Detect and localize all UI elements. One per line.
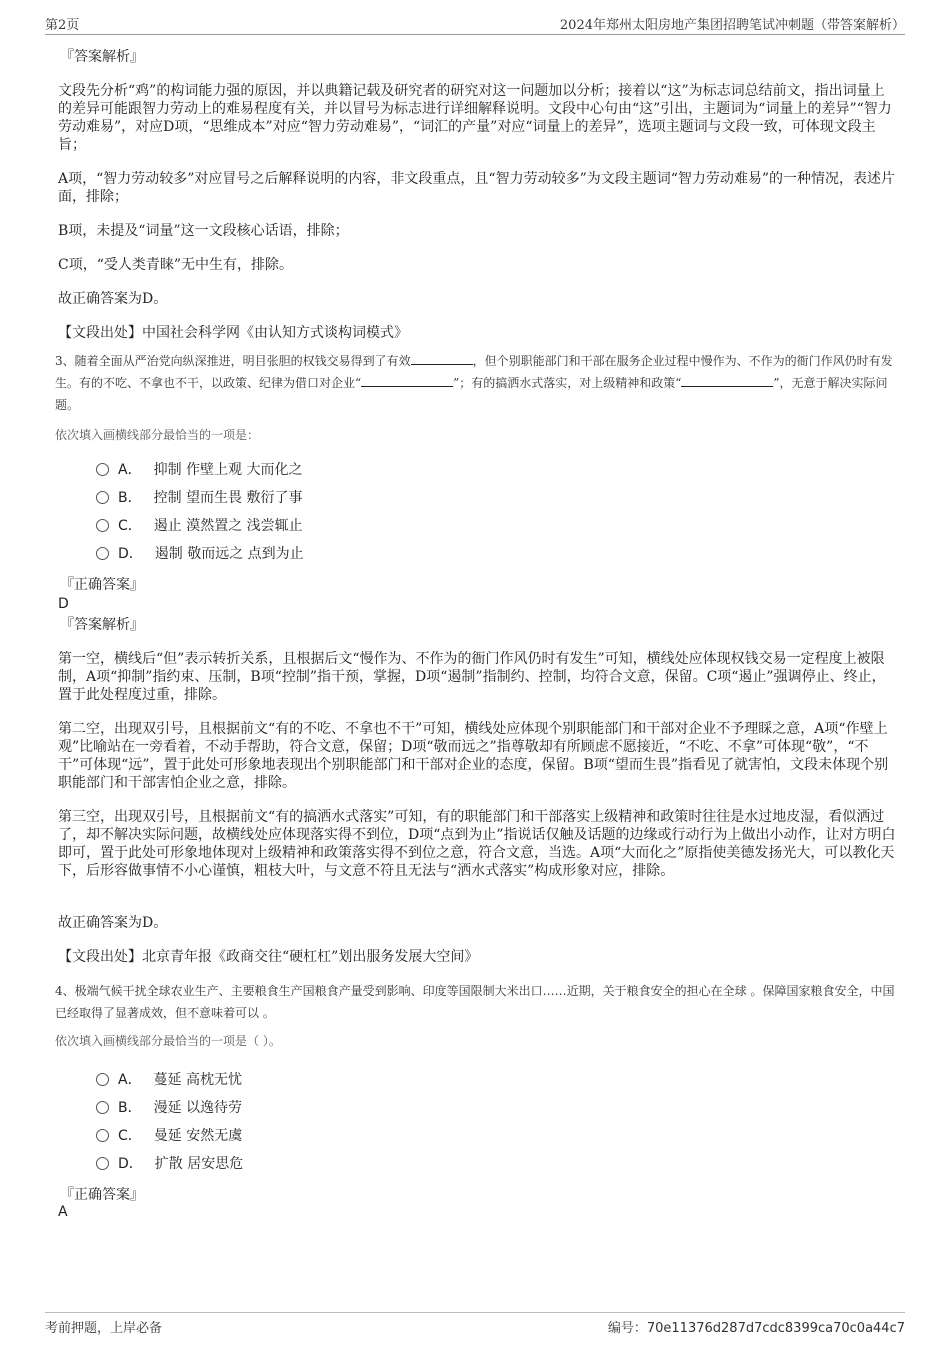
radio-icon[interactable]: [96, 1157, 109, 1170]
q4-correct-heading: 『正确答案』: [60, 1187, 144, 1203]
radio-icon[interactable]: [96, 463, 109, 476]
radio-icon[interactable]: [96, 1073, 109, 1086]
page-header: [45, 14, 905, 35]
q3-option-d[interactable]: D． 遏制 敬而远之 点到为止: [96, 544, 304, 564]
q3-option-c[interactable]: C． 遏止 漠然置之 浅尝辄止: [96, 516, 303, 536]
q2-analysis-heading: 『答案解析』: [60, 49, 144, 65]
q2-analysis-para-1: 文段先分析“鸡”的构词能力强的原因，并以典籍记载及研究者的研究对这一问题加以分析；接着以“这”为标志词总结前文，指出词量上的差异可能跟智力劳动上的难易程度有关，并以冒号为标志进行详细解释说明。文段中心句由“这”引出，主题词为“词量上的差异”“智力劳动难易”，对应D项，“思维成本”对应“智力劳动难易”，“词汇的产量”对应“词量上的差异”，选项主题词与文段一致，可体现文段主旨；: [58, 83, 892, 153]
q3-analysis-heading: 『答案解析』: [60, 617, 144, 633]
q4-instruction: 依次填入画横线部分最恰当的一项是（ ）。: [55, 1034, 281, 1048]
q3-option-a[interactable]: A． 抑制 作壁上观 大而化之: [96, 460, 302, 480]
document-code: 编号：70e11376d287d7cdc8399ca70c0a44c7: [607, 1321, 905, 1336]
blank-2: [361, 374, 453, 387]
document-title: 2024年郑州太阳房地产集团招聘笔试冲刺题（带答案解析）: [559, 18, 905, 33]
radio-icon[interactable]: [96, 519, 109, 532]
q4-option-b[interactable]: B． 漫延 以逸待劳: [96, 1098, 242, 1118]
q2-analysis-para-4: C项，“受人类青睐”无中生有，排除。: [58, 257, 294, 273]
q2-analysis-para-2: A项，“智力劳动较多”对应冒号之后解释说明的内容，非文段重点，且“智力劳动较多”为文段主题词“智力劳动难易”的一种情况，表述片面，排除；: [58, 171, 896, 205]
footer-slogan: 考前押题，上岸必备: [45, 1321, 163, 1336]
q3-correct-heading: 『正确答案』: [60, 577, 144, 593]
q2-source: 【文段出处】中国社会科学网《由认知方式谈构词模式》: [58, 325, 408, 341]
blank-1: [411, 352, 473, 365]
q3-analysis-para-3: 第三空，出现双引号，且根据前文“有的搞洒水式落实”可知，有的职能部门和干部落实上级精神和政策时往往是水过地皮湿，看似洒过了，却不解决实际问题，故横线处应体现落实得不到位，D项“点到为止”指说话仅触及话题的边缘或行动行为上做出小动作，让对方明白即可，置于此处可形象地体现对上级精神和政策落实得不到位之意，符合文意，当选。A项“大而化之”原指使美德发扬光大，可以教化天下，后形容做事情不小心谨慎，粗枝大叶，与文意不符且无法与“洒水式落实”构成形象对应，排除。: [58, 809, 896, 879]
page-footer: [45, 1312, 905, 1335]
q3-analysis-para-1: 第一空，横线后“但”表示转折关系，且根据后文“慢作为、不作为的衙门作风仍时有发生”可知，横线处应体现权钱交易一定程度上被限制，A项“抑制”指约束、压制，B项“控制”指干预，掌握，D项“遏制”指制约、控制，均符合文意，保留。C项“遏止”强调停止、终止，置于此处程度过重，排除。: [58, 651, 886, 703]
radio-icon[interactable]: [96, 491, 109, 504]
radio-icon[interactable]: [96, 1101, 109, 1114]
q3-option-b[interactable]: B． 控制 望而生畏 敷衍了事: [96, 488, 303, 508]
q3-conclusion: 故正确答案为D。: [58, 915, 168, 931]
q2-analysis-para-3: B项，未提及“词量”这一文段核心话语，排除；: [58, 223, 349, 239]
q4-option-a[interactable]: A． 蔓延 高枕无忧: [96, 1070, 242, 1090]
page-number: 第2页: [45, 18, 80, 33]
radio-icon[interactable]: [96, 1129, 109, 1142]
radio-icon[interactable]: [96, 547, 109, 560]
q4-option-c[interactable]: C． 曼延 安然无虞: [96, 1126, 242, 1146]
q3-source: 【文段出处】北京青年报《政商交往“硬杠杠”划出服务发展大空间》: [58, 949, 479, 965]
q4-option-d[interactable]: D． 扩散 居安思危: [96, 1154, 243, 1174]
q3-stem: 3、随着全面从严治党向纵深推进，明目张胆的权钱交易得到了有效 ，但个别职能部门和干部在服务企业过程中慢作为、不作为的衙门作风仍时有发生。有的不吃、不拿也不干，以政策、纪律为借口对企业“ ”；有的搞洒水式落实，对上级精神和政策“ ”，无意于解决实际问题。: [55, 354, 893, 412]
q4-stem: 4、极端气候干扰全球农业生产、主要粮食生产国粮食产量受到影响、印度等国限制大米出口……近期，关于粮食安全的担心在全球 。保障国家粮食安全，中国已经取得了显著成效，但不意味着可以 。: [55, 984, 895, 1020]
q3-correct-answer: D: [58, 596, 69, 612]
q3-instruction: 依次填入画横线部分最恰当的一项是：: [55, 428, 260, 442]
blank-3: [681, 374, 773, 387]
q3-analysis-para-2: 第二空，出现双引号，且根据前文“有的不吃、不拿也不干”可知，横线处应体现个别职能部门和干部对企业不予理睬之意，A项“作壁上观”比喻站在一旁看着，不动手帮助，符合文意，保留；D项“敬而远之”指尊敬却有所顾虑不愿接近，“不吃、不拿”可体现“敬”，“不干”可体现“远”，置于此处可形象地表现出个别职能部门和干部对企业的态度，保留。B项“望而生畏”指看见了就害怕，文段未体现个别职能部门和干部害怕企业之意，排除。: [58, 721, 889, 791]
q2-conclusion: 故正确答案为D。: [58, 291, 168, 307]
q4-correct-answer: A: [58, 1204, 68, 1220]
